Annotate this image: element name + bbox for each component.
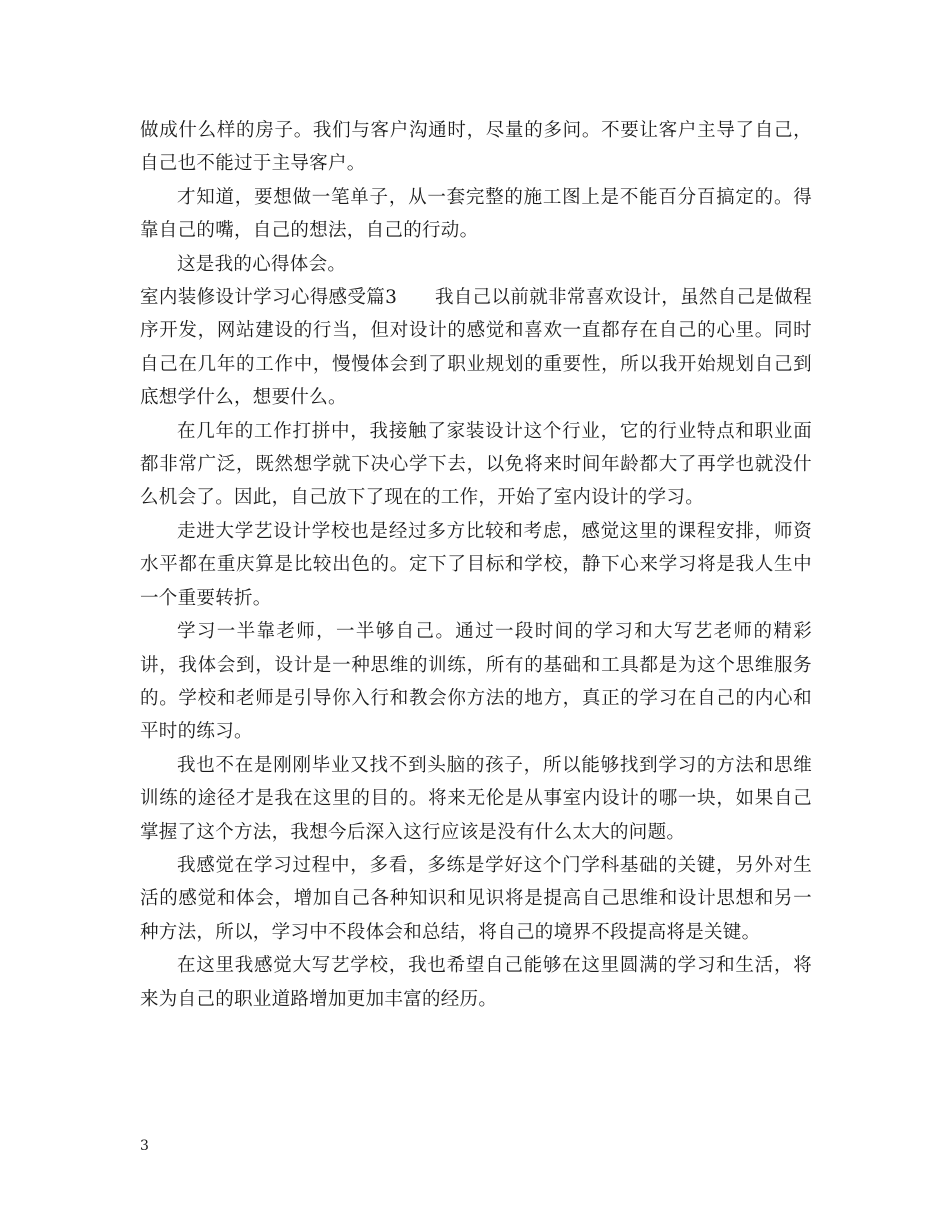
paragraph-8: 我也不在是刚刚毕业又找不到头脑的孩子，所以能够找到学习的方法和思维训练的途径才是我在这里的目的。将来无伦是从事室内设计的哪一块，如果自己掌握了这个方法，我想今后深入这行应该是没有什么太大的问题。 [140,754,812,843]
paragraph-2: 才知道，要想做一笔单子，从一套完整的施工图上是不能百分百搞定的。得靠自己的嘴，自己的想法，自己的行动。 [140,186,812,242]
paragraph-6: 走进大学艺设计学校也是经过多方比较和考虑，感觉这里的课程安排，师资水平都在重庆算是比较出色的。定下了目标和学校，静下心来学习将是我人生中一个重要转折。 [140,520,812,609]
page-number: 3 [140,1138,149,1154]
paragraph-10: 在这里我感觉大写艺学校，我也希望自己能够在这里圆满的学习和生活，将来为自己的职业道路增加更加丰富的经历。 [140,955,812,1010]
paragraph-9: 我感觉在学习过程中，多看，多练是学好这个门学科基础的关键，另外对生活的感觉和体会，增加自己各种知识和见识将是提高自己思维和设计思想和另一种方法，所以，学习中不段体会和总结，将自己的境界不段提高将是关键。 [140,854,812,943]
paragraph-4-section-start: 室内装修设计学习心得感受篇3 我自己以前就非常喜欢设计，虽然自己是做程序开发，网站建设的行当，但对设计的感觉和喜欢一直都存在自己的心里。同时自己在几年的工作中，慢慢体会到了职业规划的重要性，所以我开始规划自己到底想学什么，想要什么。 [140,287,812,409]
document-body [140,114,812,1016]
paragraph-5: 在几年的工作打拼中，我接触了家装设计这个行业，它的行业特点和职业面都非常广泛，既然想学就下决心学下去，以免将来时间年龄都大了再学也就没什么机会了。因此，自己放下了现在的工作，开始了室内设计的学习。 [140,420,812,509]
paragraph-7: 学习一半靠老师，一半够自己。通过一段时间的学习和大写艺老师的精彩讲，我体会到，设计是一种思维的训练，所有的基础和工具都是为这个思维服务的。学校和老师是引导你入行和教会你方法的地方，真正的学习在自己的内心和平时的练习。 [140,621,812,743]
paragraph-3: 这是我的心得体会。 [177,253,347,275]
paragraph-1: 做成什么样的房子。我们与客户沟通时，尽量的多问。不要让客户主导了自己，自己也不能过于主导客户。 [140,120,812,175]
